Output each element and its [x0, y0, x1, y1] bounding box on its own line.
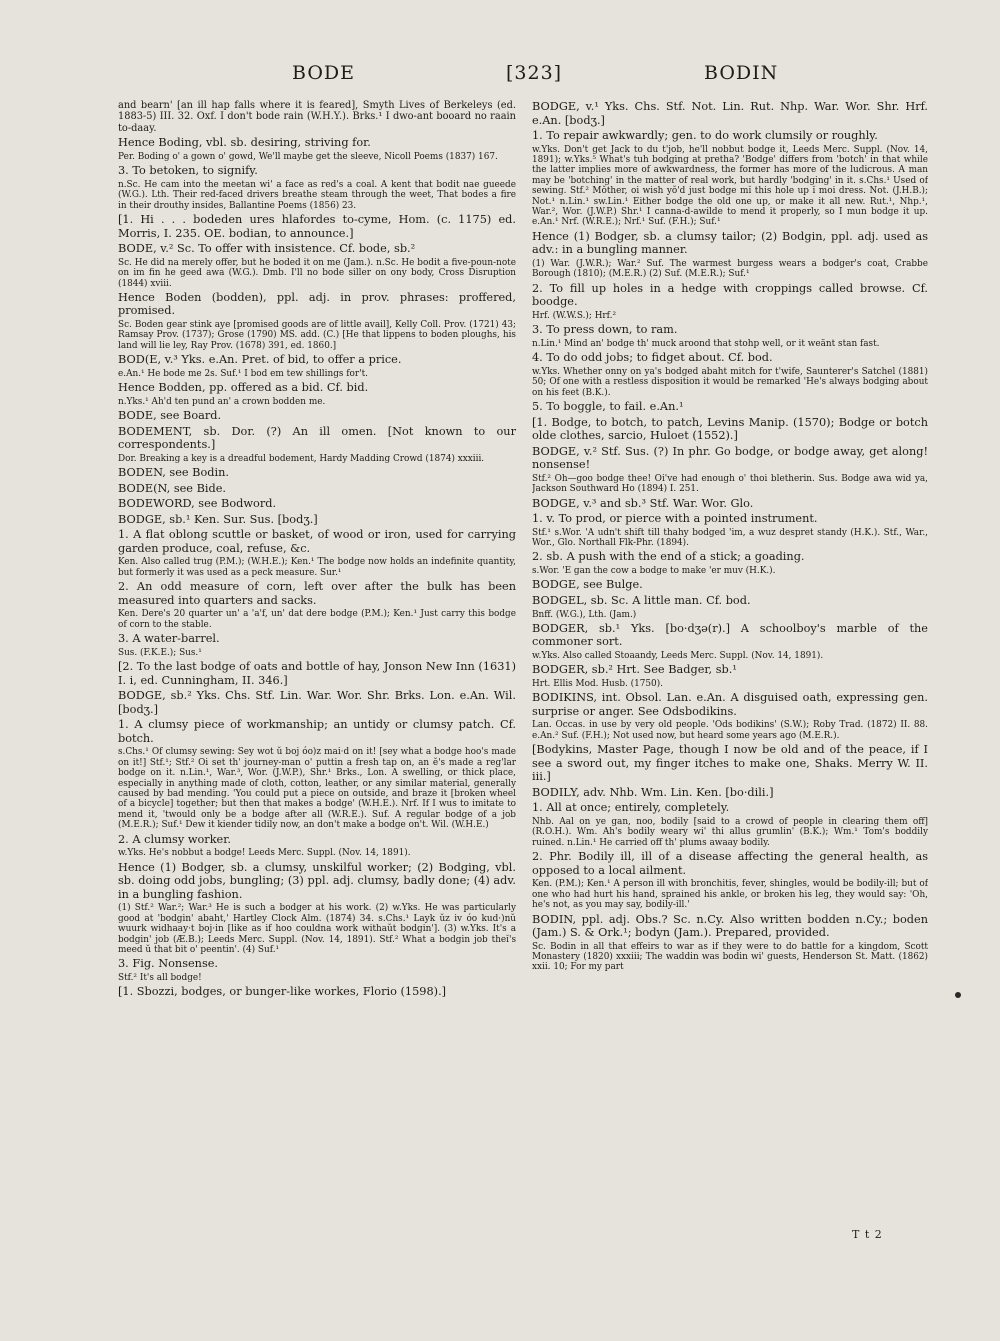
entry-text: Hence Bodden, pp. offered as a bid. Cf. bid.: [118, 381, 369, 395]
entry-text: 2. An odd measure of corn, left over after the bulk has been measured into quarters and sacks.: [118, 580, 516, 607]
left-column: [118, 100, 516, 1240]
entry-text: 3. Fig. Nonsense.: [118, 957, 219, 971]
entry-text: 4. To do odd jobs; to fidget about. Cf. bod.: [532, 351, 773, 365]
entry-text: Hence Boding, vbl. sb. desiring, striving for.: [118, 136, 371, 150]
entry-text: BODGE, sb.¹ Ken. Sur. Sus. [bodʒ.]: [118, 512, 318, 526]
quotation-text: Stf.² It's all bodge!: [118, 972, 202, 983]
quotation-text: w.Yks. Don't get Jack to du t'job, he'll nobbut bodge it, Leeds Merc. Suppl. (Nov. 14, 1891); w.Yks.⁵ What's tuh bodging at pretha? 'Bodge' differs from 'botch' in that while the latter implies more of awkwardness, the former has more of the ludicrous. A man may be 'botching' in the matter of real work, but hardly 'bodging' in it. s.Chs.¹ Used of sewing. Stf.² Mŏther, oi wish yŏ'd just bodge mĭ this hole up ĭ moi dress. Not. (J.H.B.); Not.¹ n.Lin.¹ sw.Lin.¹ Either bodge the old one up, or make it all new. Rut.¹, Nhp.¹, War.², Wor. (J.W.P.) Shr.¹ I canna-d-awilde to mend it properly, so I mun bodge it up. e.An.¹ Nrf. (W.R.E.); Nrf.¹ Suf. (F.H.); Suf.¹: [532, 144, 928, 228]
quotation-text: s.Chs.¹ Of clumsy sewing: Sey wot ŭ boj óo)z mai·d on it! [sey what a bodge hoo's made on it!] Stf.¹; Stf.² Oi set th' journey-man o' puttin a fresh tap on, an ĕ's made a reg'lar bodge on it. n.Lin.¹, War.³, Wor. (J.W.P.), Shr.¹ Brks., Lon. A swelling, or thick place, especially in anything made of cloth, cotton, leather, or any similar material, generally caused by bad mending. 'You could put a piece on outside, and braze it [broken wheel of a bicycle] together; but then that makes a bodge' (W.H.E.). Nrf. If I wus to imitate to mend it, 'twould only be a bodge after all (W.R.E.). Suf. A regular bodge of a job (M.E.R.); Suf.¹ Dew it kiender tidily now, an don't make a bodge on't. Wil. (W.H.E.): [118, 747, 516, 831]
quotation-text: Ken. Dere's 20 quarter un' a 'a'f, un' dat dere bodge (P.M.); Ken.¹ Just carry this bodge of corn to the stable.: [118, 609, 516, 630]
quotation-text: Hrt. Ellis Mod. Husb. (1750).: [532, 678, 663, 689]
entry-text: 3. A water-barrel.: [118, 632, 220, 646]
entry-text: [Bodykins, Master Page, though I now be old and of the peace, if I see a sword out, my finger itches to make one, Shaks. Merry W. II. iii.]: [532, 743, 928, 784]
entry-text: BODEWORD, see Bodword.: [118, 497, 277, 511]
running-head: [0, 62, 1000, 90]
ink-speck: [955, 992, 961, 998]
entry-text: BODE, see Board.: [118, 409, 222, 423]
entry-text: BODGE, v.² Stf. Sus. (?) In phr. Go bodge, or bodge away, get along! nonsense!: [532, 444, 928, 472]
quotation-text: Stf.² Oh—goo bodge thee! Oi've had enough o' thoi bletherin. Sus. Bodge awa wid ya, Jackson Southward Ho (1894) I. 251.: [532, 473, 928, 495]
entry-text: BODGER, sb.² Hrt. See Badger, sb.¹: [532, 663, 737, 677]
entry-text: BODIKINS, int. Obsol. Lan. e.An. A disguised oath, expressing gen. surprise or anger. See Odsbodikins.: [532, 691, 928, 718]
entry-text: BODGEL, sb. Sc. A little man. Cf. bod.: [532, 593, 751, 607]
entry-text: [1. Bodge, to botch, to patch, Levins Manip. (1570); Bodge or botch olde clothes, sarcio, Huloet (1552).]: [532, 415, 928, 443]
quotation-text: Sc. Bodin in all that effeirs to war as if they were to do battle for a kingdom, Scott Monastery (1820) xxxiii; The waddin was bodin wi' guests, Henderson St. Matt. (1862) xxii. 10; For my part: [532, 941, 928, 973]
page-number: [323]: [506, 62, 563, 84]
right-column: [532, 100, 928, 1240]
quotation-text: Lan. Occas. in use by very old people. 'Ods bodikins' (S.W.); Roby Trad. (1872) II. 88. e.An.² Suf. (F.H.); Not used now, but heard some years ago (M.E.R.).: [532, 720, 928, 741]
quotation-text: w.Yks. Whether onny on ya's bodged abaht mitch for t'wife, Saunterer's Satchel (1881) 50; Of one with a restless disposition it would be remarked 'He's always bodging about on his feet (B.K.).: [532, 366, 928, 398]
entry-text: BODIN, ppl. adj. Obs.? Sc. n.Cy. Also written bodden n.Cy.; boden (Jam.) S. & Ork.¹; bodyn (Jam.). Prepared, provided.: [532, 912, 928, 940]
entry-text: BOD(E, v.³ Yks. e.An. Pret. of bid, to offer a price.: [118, 353, 402, 367]
quotation-text: n.Sc. He cam into the meetan wi' a face as red's a coal. A kent that bodit nae gueede (W.G.). Lth. Their red-faced drivers breathe steam through the weet, That bodes a fire in their drouthy insides, Ballantine Poems (1856) 23.: [118, 179, 516, 211]
entry-text: BODGER, sb.¹ Yks. [bo·dʒə(r).] A schoolboy's marble of the commoner sort.: [532, 621, 928, 649]
quotation-text: w.Yks. Also called Stoaandy, Leeds Merc. Suppl. (Nov. 14, 1891).: [532, 651, 824, 662]
entry-text: BODE(N, see Bide.: [118, 481, 227, 495]
quotation-text: Stf.¹ s.Wor. 'A udn't shift till thahy bodged 'im, a wuz despret standy (H.K.). Stf., War., Wor., Glo. Northall Flk-Phr. (1894).: [532, 527, 928, 549]
quotation-text: Per. Boding o' a gown o' gowd, We'll maybe get the sleeve, Nicoll Poems (1837) 167.: [118, 151, 498, 162]
entry-text: 3. To betoken, to signify.: [118, 164, 258, 178]
entry-text: 2. Phr. Bodily ill, ill of a disease affecting the general health, as opposed to a local ailment.: [532, 850, 928, 877]
entry-text: BODGE, v.³ and sb.³ Stf. War. Wor. Glo.: [532, 496, 754, 510]
entry-text: and bearn' [an ill hap falls where it is feared], Smyth Lives of Berkeleys (ed. 1883-5) III. 32. Oxf. I don't bode rain (W.H.Y.). Brks.¹ I dwo-ant booard no raain to-daay.: [118, 100, 516, 134]
entry-text: 2. sb. A push with the end of a stick; a goading.: [532, 550, 805, 564]
entry-text: BODILY, adv. Nhb. Wm. Lin. Ken. [bo·dili.]: [532, 785, 774, 799]
quotation-text: s.Wor. 'E gan the cow a bodge to make 'er muv (H.K.).: [532, 566, 776, 577]
entry-text: BODGE, v.¹ Yks. Chs. Stf. Not. Lin. Rut. Nhp. War. Wor. Shr. Hrf. e.An. [bodʒ.]: [532, 100, 928, 127]
quotation-text: Sus. (F.K.E.); Sus.¹: [118, 647, 202, 658]
entry-text: BODEMENT, sb. Dor. (?) An ill omen. [Not known to our correspondents.]: [118, 424, 516, 452]
entry-text: [1. Hi . . . bodeden ures hlafordes to-cyme, Hom. (c. 1175) ed. Morris, I. 235. OE. bodian, to announce.]: [118, 213, 516, 240]
entry-text: 3. To press down, to ram.: [532, 323, 678, 337]
entry-text: Hence (1) Bodger, sb. a clumsy tailor; (2) Bodgin, ppl. adj. used as adv.: in a bungling manner.: [532, 229, 928, 257]
entry-text: BODEN, see Bodin.: [118, 466, 229, 480]
head-word-left: BODE: [292, 62, 355, 84]
entry-text: BODGE, see Bulge.: [532, 578, 643, 592]
head-word-right: BODIN: [704, 62, 779, 84]
entry-text: Hence Boden (bodden), ppl. adj. in prov. phrases: proffered, promised.: [118, 290, 516, 318]
entry-text: BODGE, sb.² Yks. Chs. Stf. Lin. War. Wor. Shr. Brks. Lon. e.An. Wil. [bodʒ.]: [118, 689, 516, 716]
signature-mark: T t 2: [852, 1228, 883, 1241]
entry-text: 1. A clumsy piece of workmanship; an untidy or clumsy patch. Cf. botch.: [118, 718, 516, 745]
quotation-text: Dor. Breaking a key is a dreadful bodement, Hardy Madding Crowd (1874) xxxiii.: [118, 453, 485, 464]
entry-text: 2. A clumsy worker.: [118, 832, 231, 846]
quotation-text: Nhb. Aal on ye gan, noo, bodily [said to a crowd of people in clearing them off] (R.O.H.). Wm. Ah's bodily weary wi' thi allus grumlin' (B.K.); Wm.¹ Tom's boddily ruined. n.Lin.¹ He carried off th' plums awaay bodily.: [532, 817, 928, 848]
entry-text: 5. To boggle, to fail. e.An.¹: [532, 400, 684, 414]
quotation-text: Sc. Boden gear stink aye [promised goods are of little avail], Kelly Coll. Prov. (1721) 43; Ramsay Prov. (1737); Grose (1790) MS. add. (C.) [He that lippens to boden ploughs, his land will lie ley, Ray Prov. (1678) 391, ed. 1860.]: [118, 320, 516, 351]
entry-text: 1. All at once; entirely, completely.: [532, 801, 730, 815]
quotation-text: (1) Stf.² War.²; War.³ He is such a bodger at his work. (2) w.Yks. He was particularly good at 'bodgin' abaht,' Hartley Clock Alm. (1874) 34. s.Chs.¹ Layk ŭz iv óo kud·)nŭ wuurk widhaay·t boj·in [like as if hoo couldna work withaŭt bodgin']. (3) w.Yks. It's a bodgin' job (Æ.B.); Leeds Merc. Suppl. (Nov. 14, 1891). Stf.² What a bodgin job theĭ's meed ŭ that bit o' peentin'. (4) Suf.¹: [118, 903, 516, 955]
entry-text: 2. To fill up holes in a hedge with croppings called browse. Cf. boodge.: [532, 281, 928, 309]
quotation-text: Sc. He did na merely offer, but he boded it on me (Jam.). n.Sc. He bodit a five-poun-note on im fin he geed awa (W.G.). Dmb. I'll no bode siller on ony body, Cross Disruption (1844) xviii.: [118, 257, 516, 289]
quotation-text: (1) War. (J.W.R.); War.² Suf. The warmest burgess wears a bodger's coat, Crabbe Borough (1810); (M.E.R.) (2) Suf. (M.E.R.); Suf.¹: [532, 258, 928, 280]
entry-text: Hence (1) Bodger, sb. a clumsy, unskilful worker; (2) Bodging, vbl. sb. doing odd jobs, bungling; (3) ppl. adj. clumsy, badly done; (4) adv. in a bungling fashion.: [118, 860, 516, 901]
quotation-text: n.Lin.¹ Mind an' bodge th' muck aroond that stohp well, or it weänt stan fast.: [532, 338, 880, 349]
quotation-text: Bnff. (W.G.), Lth. (Jam.): [532, 609, 637, 620]
entry-text: BODE, v.² Sc. To offer with insistence. Cf. bode, sb.²: [118, 242, 416, 256]
quotation-text: Ken. (P.M.); Ken.¹ A person ill with bronchitis, fever, shingles, would be bodily-ill; but of one who had hurt his hand, sprained his ankle, or broken his leg, they would say: 'Oh, he's not, as you may say, bodily-ill.': [532, 879, 928, 911]
quotation-text: w.Yks. He's nobbut a bodge! Leeds Merc. Suppl. (Nov. 14, 1891).: [118, 848, 411, 859]
entry-text: 1. v. To prod, or pierce with a pointed instrument.: [532, 512, 818, 526]
quotation-text: e.An.¹ He bode me 2s. Suf.¹ I bod em tew shillings for't.: [118, 368, 368, 379]
entry-text: 1. To repair awkwardly; gen. to do work clumsily or roughly.: [532, 129, 878, 143]
quotation-text: Hrf. (W.W.S.); Hrf.²: [532, 310, 617, 321]
entry-text: 1. A flat oblong scuttle or basket, of wood or iron, used for carrying garden produce, coal, refuse, &c.: [118, 528, 516, 555]
entry-text: [1. Sbozzi, bodges, or bunger-like workes, Florio (1598).]: [118, 985, 447, 999]
quotation-text: n.Yks.¹ Ah'd ten pund an' a crown bodden me.: [118, 396, 326, 407]
quotation-text: Ken. Also called trug (P.M.); (W.H.E.); Ken.¹ The bodge now holds an indefinite quantity, but formerly it was used as a peck measure. Sur.¹: [118, 557, 516, 578]
entry-text: [2. To the last bodge of oats and bottle of hay, Jonson New Inn (1631) I. i, ed. Cunningham, II. 346.]: [118, 660, 516, 687]
